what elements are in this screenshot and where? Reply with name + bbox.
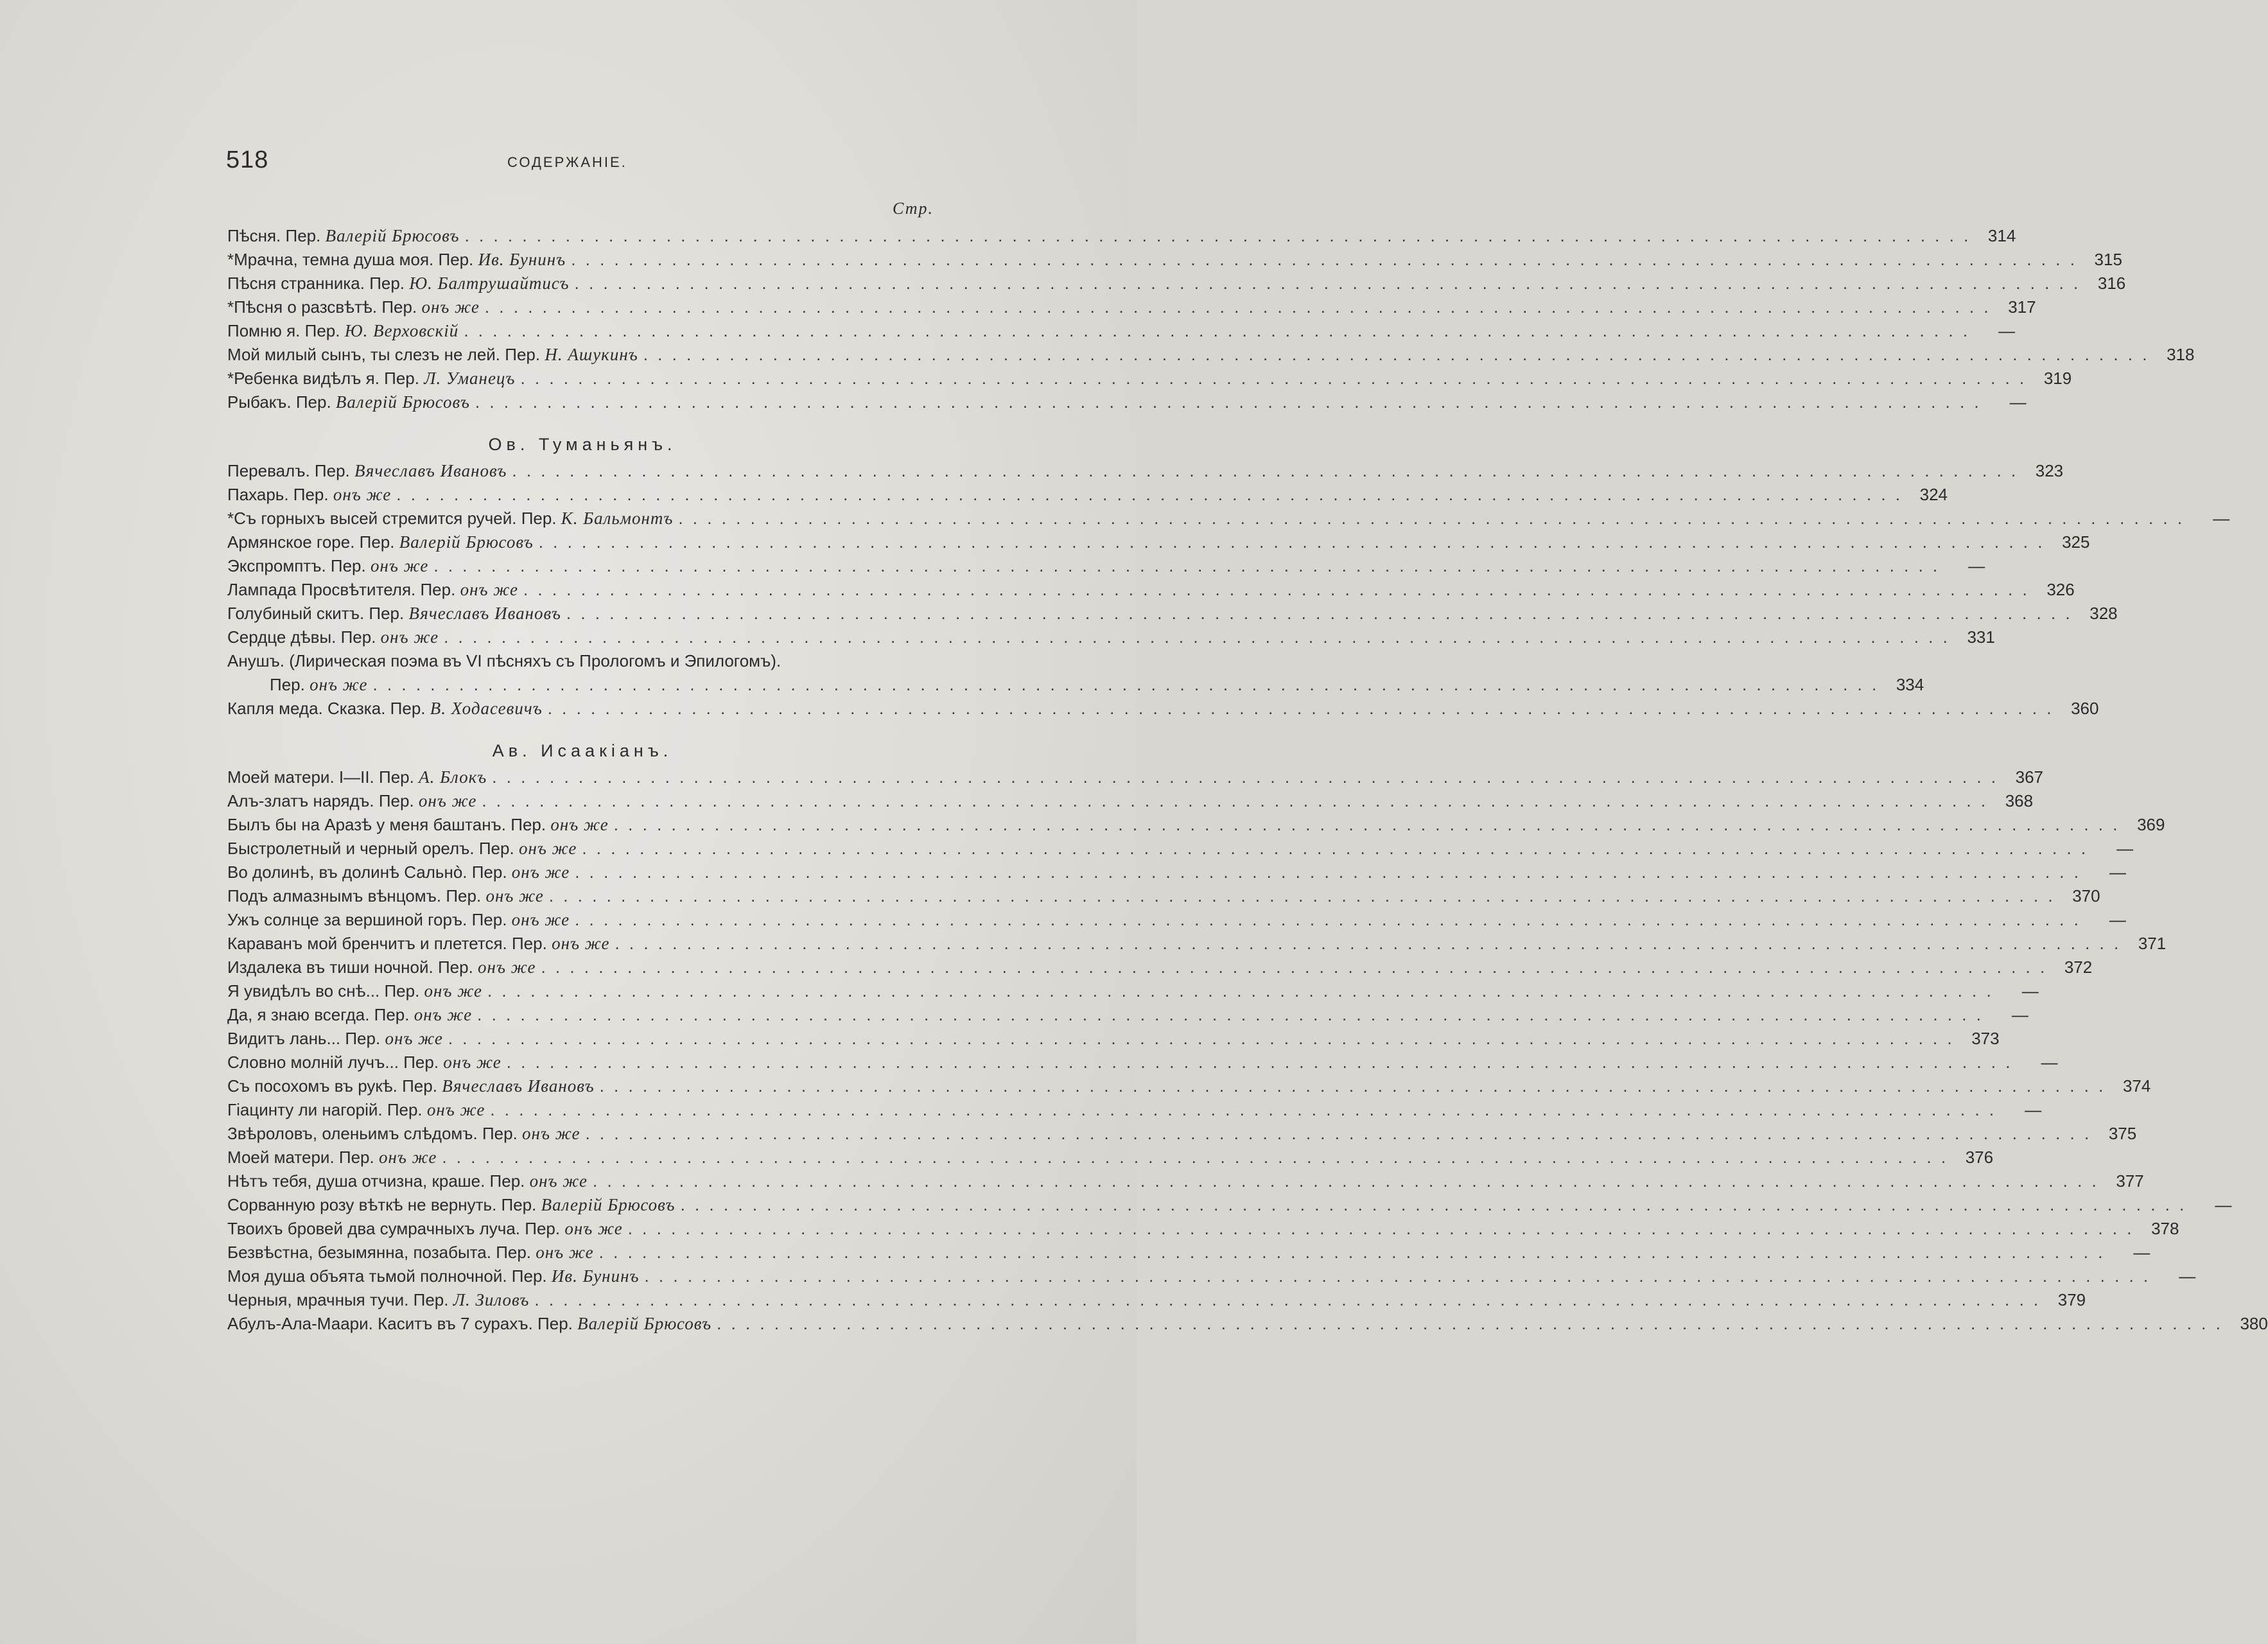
- dot-leader: [433, 556, 1940, 576]
- entry-title: Алъ-златъ нарядъ. Пер.: [227, 791, 414, 810]
- entry-page-number: 374: [2122, 1076, 2151, 1096]
- toc-entry[interactable]: [227, 1076, 2151, 1100]
- entry-title: Подъ алмазнымъ вѣнцомъ. Пер.: [227, 886, 482, 905]
- entry-page-number: —: [1968, 556, 1985, 575]
- entry-title: Рыбакъ. Пер.: [227, 392, 331, 412]
- entry-title: Съ посохомъ въ рукѣ. Пер.: [227, 1076, 437, 1096]
- toc-entry[interactable]: [227, 627, 1995, 651]
- entry-page-number: —: [2116, 839, 2134, 858]
- toc-entry-text: [227, 1124, 580, 1144]
- toc-entry[interactable]: [227, 1195, 2232, 1219]
- dot-leader: [585, 1124, 2091, 1144]
- entry-title: Твоихъ бровей два сумрачныхъ луча. Пер.: [227, 1219, 561, 1238]
- dot-leader: [717, 1314, 2223, 1334]
- entry-translator: Ив. Бунинъ: [478, 250, 566, 269]
- dot-leader: [523, 580, 2030, 600]
- dot-leader: [599, 1243, 2106, 1263]
- toc-entry-text: [227, 839, 577, 859]
- entry-page-number: —: [2041, 1053, 2058, 1072]
- entry-title: Я увидѣлъ во снѣ... Пер.: [227, 981, 420, 1001]
- entry-page-number: 360: [2071, 699, 2099, 718]
- toc-entry-text: [227, 981, 482, 1001]
- toc-entry-text: [227, 791, 476, 811]
- entry-page-number: 326: [2046, 580, 2075, 599]
- dot-leader: [512, 461, 2018, 481]
- entry-page-number: 378: [2151, 1219, 2179, 1238]
- toc-entry-text: [227, 886, 544, 906]
- dot-leader: [372, 675, 1879, 695]
- entry-translator: А. Блокъ: [419, 767, 487, 787]
- entry-title: Во долинѣ, въ долинѣ Сальнò. Пер.: [227, 862, 507, 882]
- author-heading: Ав. Исаакіанъ.: [492, 741, 673, 760]
- toc-entry[interactable]: [227, 1219, 2179, 1243]
- entry-page-number: 376: [1965, 1148, 1994, 1167]
- toc-entry-text: [227, 1219, 623, 1239]
- entry-translator: Вячеславъ Ивановъ: [442, 1076, 595, 1096]
- entry-title: Словно молній лучъ... Пер.: [227, 1053, 439, 1072]
- dot-leader: [487, 981, 1994, 1001]
- entry-title: Караванъ мой бренчитъ и плетется. Пер.: [227, 934, 547, 953]
- entry-page-number: —: [2179, 1266, 2196, 1286]
- toc-entry[interactable]: [227, 910, 2126, 934]
- toc-entry-text: [227, 1314, 711, 1334]
- dot-leader: [490, 1100, 1996, 1120]
- entry-page-number: —: [2021, 981, 2039, 1001]
- entry-translator: онъ же: [414, 1005, 473, 1024]
- entry-translator: онъ же: [550, 815, 609, 834]
- toc-entry-text: [227, 226, 460, 246]
- toc-entry[interactable]: [227, 767, 2043, 791]
- toc-entry[interactable]: [227, 1243, 2150, 1266]
- toc-entry[interactable]: [227, 1148, 1994, 1171]
- entry-title: Перевалъ. Пер.: [227, 461, 350, 480]
- entry-page-number: 334: [1896, 675, 1924, 694]
- toc-entry-text: [227, 321, 458, 341]
- dot-leader: [465, 226, 1971, 246]
- toc-entry[interactable]: [227, 1029, 2000, 1053]
- entry-title: Моей матери. I—II. Пер.: [227, 767, 414, 787]
- entry-page-number: 373: [1971, 1029, 2000, 1048]
- toc-entry[interactable]: [227, 1124, 2137, 1148]
- toc-entry[interactable]: [227, 699, 2099, 722]
- entry-page-number: —: [2133, 1243, 2150, 1262]
- entry-translator: Ю. Верховскій: [344, 321, 459, 340]
- entry-translator: онъ же: [418, 791, 477, 810]
- dot-leader: [485, 297, 1991, 317]
- toc-entry-text: [227, 1053, 502, 1072]
- toc-entry[interactable]: [227, 1100, 2042, 1124]
- entry-translator: онъ же: [460, 580, 518, 599]
- entry-page-number: 318: [2167, 345, 2195, 364]
- toc-entry-text: [227, 556, 428, 576]
- entry-translator: онъ же: [333, 485, 392, 504]
- dot-leader: [442, 1148, 1948, 1167]
- entry-title: Видитъ лань... Пер.: [227, 1029, 381, 1048]
- toc-entry-text: [227, 1029, 443, 1049]
- entry-title: Пер.: [270, 675, 305, 694]
- toc-entry[interactable]: [227, 1266, 2196, 1290]
- dot-leader: [507, 1053, 2013, 1072]
- entry-translator: Л. Уманецъ: [424, 369, 516, 388]
- entry-page-number: 325: [2062, 532, 2090, 552]
- toc-entry-text: [227, 250, 566, 270]
- toc-entry[interactable]: [227, 815, 2165, 839]
- toc-entry-text: [227, 604, 561, 624]
- entry-translator: онъ же: [421, 297, 480, 317]
- entry-title: Помню я. Пер.: [227, 321, 340, 340]
- entry-title: Пѣсня. Пер.: [227, 226, 321, 245]
- entry-translator: онъ же: [536, 1243, 594, 1262]
- entry-page-number: 323: [2035, 461, 2064, 480]
- dot-leader: [644, 1266, 2150, 1286]
- toc-entry[interactable]: [227, 1053, 2058, 1076]
- dot-leader: [600, 1076, 2106, 1096]
- entry-translator: онъ же: [485, 886, 544, 905]
- entry-translator: Вячеславъ Ивановъ: [408, 604, 561, 623]
- author-heading: Ов. Туманьянъ.: [488, 435, 677, 454]
- toc-entry-text: [227, 1195, 676, 1215]
- entry-translator: онъ же: [518, 839, 577, 858]
- entry-page-number: 367: [2015, 767, 2043, 787]
- dot-leader: [534, 1290, 2041, 1310]
- entry-title: Моей матери. Пер.: [227, 1148, 374, 1167]
- toc-entry[interactable]: [227, 556, 1985, 580]
- toc-entry[interactable]: [227, 226, 2016, 250]
- entry-translator: онъ же: [552, 934, 610, 953]
- entry-translator: Валерій Брюсовъ: [335, 392, 470, 412]
- toc-entry[interactable]: [227, 1171, 2144, 1195]
- entry-translator: Ив. Бунинъ: [551, 1266, 640, 1286]
- entry-page-number: —: [2215, 1195, 2232, 1214]
- entry-page-number: 375: [2108, 1124, 2137, 1143]
- entry-page-number: 368: [2005, 791, 2034, 810]
- entry-translator: онъ же: [370, 556, 429, 575]
- entry-title: Экспромптъ. Пер.: [227, 556, 366, 575]
- entry-title: *Ребенка видѣлъ я. Пер.: [227, 369, 419, 388]
- entry-page-number: —: [2009, 392, 2027, 412]
- toc-entry-text: [227, 958, 536, 977]
- entry-title: *Мрачна, темна душа моя. Пер.: [227, 250, 474, 269]
- toc-entry-text: [227, 767, 487, 787]
- toc-entry[interactable]: [227, 839, 2134, 862]
- dot-leader: [492, 767, 1998, 787]
- entry-page-number: 380: [2240, 1314, 2268, 1333]
- entry-translator: онъ же: [380, 627, 439, 647]
- dot-leader: [593, 1171, 2099, 1191]
- entry-title: Пахарь. Пер.: [227, 485, 329, 504]
- running-head: СОДЕРЖАНІЕ.: [507, 154, 627, 170]
- toc-entry-text: [227, 675, 367, 695]
- entry-page-number: 331: [1967, 627, 1995, 647]
- table-of-contents: [227, 226, 2268, 1338]
- toc-entry[interactable]: [227, 958, 2093, 981]
- page-number: 518: [226, 146, 269, 173]
- toc-entry[interactable]: [227, 274, 2126, 297]
- entry-page-number: —: [2025, 1100, 2042, 1119]
- dot-leader: [464, 321, 1970, 341]
- dot-leader: [541, 958, 2047, 977]
- dot-leader: [678, 509, 2185, 529]
- toc-entry-text: [227, 1266, 639, 1286]
- dot-leader: [549, 886, 2055, 906]
- entry-translator: К. Бальмонтъ: [561, 509, 674, 528]
- toc-entry[interactable]: [227, 461, 2064, 485]
- entry-title: Моя душа объята тьмой полночной. Пер.: [227, 1266, 547, 1286]
- entry-title: Армянское горе. Пер.: [227, 532, 395, 552]
- entry-page-number: 316: [2097, 274, 2126, 293]
- entry-translator: Н. Ашукинъ: [545, 345, 638, 364]
- entry-title: Звѣроловъ, оленьимъ слѣдомъ. Пер.: [227, 1124, 518, 1143]
- entry-page-number: 315: [2094, 250, 2122, 269]
- entry-page-number: 369: [2137, 815, 2165, 834]
- toc-entry-text: [227, 392, 470, 412]
- entry-title: Быстролетный и черный орелъ. Пер.: [227, 839, 514, 858]
- toc-entry-text: [227, 532, 534, 552]
- toc-entry-text: [227, 699, 543, 719]
- entry-page-number: —: [2109, 910, 2126, 929]
- entry-title: Лампада Просвѣтителя. Пер.: [227, 580, 456, 599]
- toc-entry[interactable]: [227, 392, 2027, 416]
- entry-page-number: —: [2011, 1005, 2028, 1024]
- toc-entry-text: [227, 1290, 529, 1310]
- toc-entry-text: [227, 485, 391, 505]
- entry-title: Издалека въ тиши ночной. Пер.: [227, 958, 473, 977]
- entry-translator: онъ же: [478, 958, 536, 977]
- entry-title: *Пѣсня о разсвѣтѣ. Пер.: [227, 297, 417, 317]
- dot-leader: [681, 1195, 2187, 1215]
- entry-page-number: 328: [2089, 604, 2118, 623]
- dot-leader: [614, 815, 2120, 835]
- entry-title: Ужъ солнце за вершиной горъ. Пер.: [227, 910, 507, 929]
- entry-page-number: —: [1998, 321, 2016, 340]
- toc-entry-text: [227, 274, 570, 293]
- toc-entry[interactable]: [227, 345, 2195, 369]
- dot-leader: [575, 910, 2081, 930]
- dot-leader: [448, 1029, 1955, 1049]
- toc-entry[interactable]: [227, 321, 2016, 345]
- toc-entry[interactable]: [227, 886, 2100, 910]
- entry-page-number: 314: [1987, 226, 2016, 245]
- toc-entry-text: [227, 1005, 472, 1025]
- entry-translator: Валерій Брюсовъ: [577, 1314, 712, 1333]
- entry-title: Сердце дѣвы. Пер.: [227, 627, 376, 647]
- entry-title: *Съ горныхъ высей стремится ручей. Пер.: [227, 509, 557, 528]
- entry-page-number: 319: [2043, 369, 2072, 388]
- entry-translator: онъ же: [522, 1124, 580, 1143]
- toc-entry[interactable]: [227, 509, 2230, 532]
- toc-entry[interactable]: [227, 981, 2039, 1005]
- toc-entry-text: [227, 862, 570, 882]
- entry-translator: Валерій Брюсовъ: [541, 1195, 676, 1214]
- dot-leader: [548, 699, 2054, 719]
- toc-entry-text: [227, 461, 507, 481]
- toc-entry[interactable]: [227, 1314, 2268, 1338]
- entry-title: Безвѣстна, безымянна, позабыта. Пер.: [227, 1243, 532, 1262]
- dot-leader: [643, 345, 2150, 365]
- dot-leader: [396, 485, 1903, 505]
- dot-leader: [628, 1219, 2134, 1239]
- toc-entry-text: [227, 345, 638, 365]
- toc-entry-text: [227, 369, 515, 389]
- toc-entry-text: [227, 910, 570, 930]
- entry-title: Сорванную розу вѣткѣ не вернуть. Пер.: [227, 1195, 537, 1214]
- toc-entry-text: [227, 1148, 437, 1167]
- toc-entry[interactable]: [227, 604, 2118, 627]
- entry-page-number: 372: [2064, 958, 2093, 977]
- toc-entry[interactable]: [227, 580, 2075, 604]
- toc-entry-text: [227, 1243, 594, 1263]
- toc-entry[interactable]: [227, 791, 2034, 815]
- toc-entry[interactable]: [227, 297, 2036, 321]
- entry-page-number: 377: [2116, 1171, 2144, 1191]
- entry-page-number: —: [2213, 509, 2230, 528]
- toc-entry-text: [227, 297, 480, 317]
- entry-page-number: —: [2109, 862, 2126, 882]
- entry-title: Пѣсня странника. Пер.: [227, 274, 405, 293]
- toc-entry-text: [227, 1171, 588, 1191]
- entry-title: Капля меда. Сказка. Пер.: [227, 699, 426, 718]
- entry-translator: Валерій Брюсовъ: [325, 226, 460, 245]
- entry-translator: Ю. Балтрушайтисъ: [409, 274, 570, 293]
- toc-entry[interactable]: [227, 862, 2126, 886]
- dot-leader: [566, 604, 2073, 624]
- dot-leader: [539, 532, 2045, 552]
- dot-leader: [520, 369, 2027, 389]
- entry-translator: Л. Зиловъ: [453, 1290, 530, 1309]
- dot-leader: [582, 839, 2088, 859]
- entry-page-number: 317: [2008, 297, 2036, 317]
- dot-leader: [477, 1005, 1984, 1025]
- entry-translator: онъ же: [564, 1219, 623, 1238]
- dot-leader: [575, 862, 2081, 882]
- toc-entry-text: [227, 627, 439, 647]
- entry-title: Гіацинту ли нагорій. Пер.: [227, 1100, 423, 1119]
- toc-entry[interactable]: [227, 675, 1924, 699]
- toc-entry-text: [227, 934, 609, 954]
- entry-translator: онъ же: [310, 675, 368, 694]
- entry-title: Анушъ. (Лирическая поэма въ VI пѣсняхъ съ Прологомъ и Эпилогомъ).: [227, 651, 781, 670]
- dot-leader: [571, 250, 2077, 270]
- entry-title: Черныя, мрачныя тучи. Пер.: [227, 1290, 449, 1309]
- entry-translator: онъ же: [385, 1029, 443, 1048]
- toc-entry-text: [227, 580, 518, 600]
- entry-translator: онъ же: [378, 1148, 437, 1167]
- entry-translator: онъ же: [443, 1053, 502, 1072]
- entry-translator: Вячеславъ Ивановъ: [354, 461, 507, 480]
- toc-entry-text: [227, 1076, 595, 1096]
- entry-title: Голубиный скитъ. Пер.: [227, 604, 405, 623]
- dot-leader: [444, 627, 1950, 647]
- entry-title: Абулъ-Ала-Маари. Каситъ въ 7 сурахъ. Пер.: [227, 1314, 573, 1333]
- toc-entry[interactable]: [227, 1005, 2028, 1029]
- entry-page-number: 370: [2072, 886, 2100, 905]
- toc-entry-text: [227, 509, 673, 529]
- toc-entry[interactable]: [227, 651, 938, 675]
- entry-translator: В. Ходасевичъ: [430, 699, 543, 718]
- entry-translator: Валерій Брюсовъ: [399, 532, 534, 552]
- page-column-heading: Стр.: [893, 199, 934, 218]
- dot-leader: [482, 791, 1988, 811]
- toc-entry[interactable]: [227, 369, 2072, 392]
- entry-title: Былъ бы на Аразѣ у меня баштанъ. Пер.: [227, 815, 546, 834]
- entry-translator: онъ же: [511, 910, 570, 929]
- entry-page-number: 379: [2057, 1290, 2086, 1309]
- dot-leader: [615, 934, 2121, 954]
- entry-page-number: 324: [1919, 485, 1948, 504]
- entry-title: Нѣтъ тебя, душа отчизна, краше. Пер.: [227, 1171, 525, 1191]
- toc-entry[interactable]: [227, 1290, 2086, 1314]
- entry-translator: онъ же: [529, 1171, 588, 1191]
- toc-entry[interactable]: [227, 485, 1948, 509]
- toc-entry-text: [227, 1100, 485, 1120]
- dot-leader: [575, 274, 2081, 293]
- entry-translator: онъ же: [426, 1100, 485, 1119]
- dot-leader: [475, 392, 1982, 412]
- toc-entry-text: [227, 651, 781, 671]
- toc-entry[interactable]: [227, 250, 2122, 274]
- toc-entry[interactable]: [227, 532, 2090, 556]
- entry-translator: онъ же: [511, 862, 570, 882]
- entry-title: Да, я знаю всегда. Пер.: [227, 1005, 410, 1024]
- toc-entry-text: [227, 815, 609, 835]
- entry-title: Мой милый сынъ, ты слезъ не лей. Пер.: [227, 345, 541, 364]
- entry-translator: онъ же: [424, 981, 482, 1001]
- entry-page-number: 371: [2138, 934, 2167, 953]
- toc-entry[interactable]: [227, 934, 2167, 958]
